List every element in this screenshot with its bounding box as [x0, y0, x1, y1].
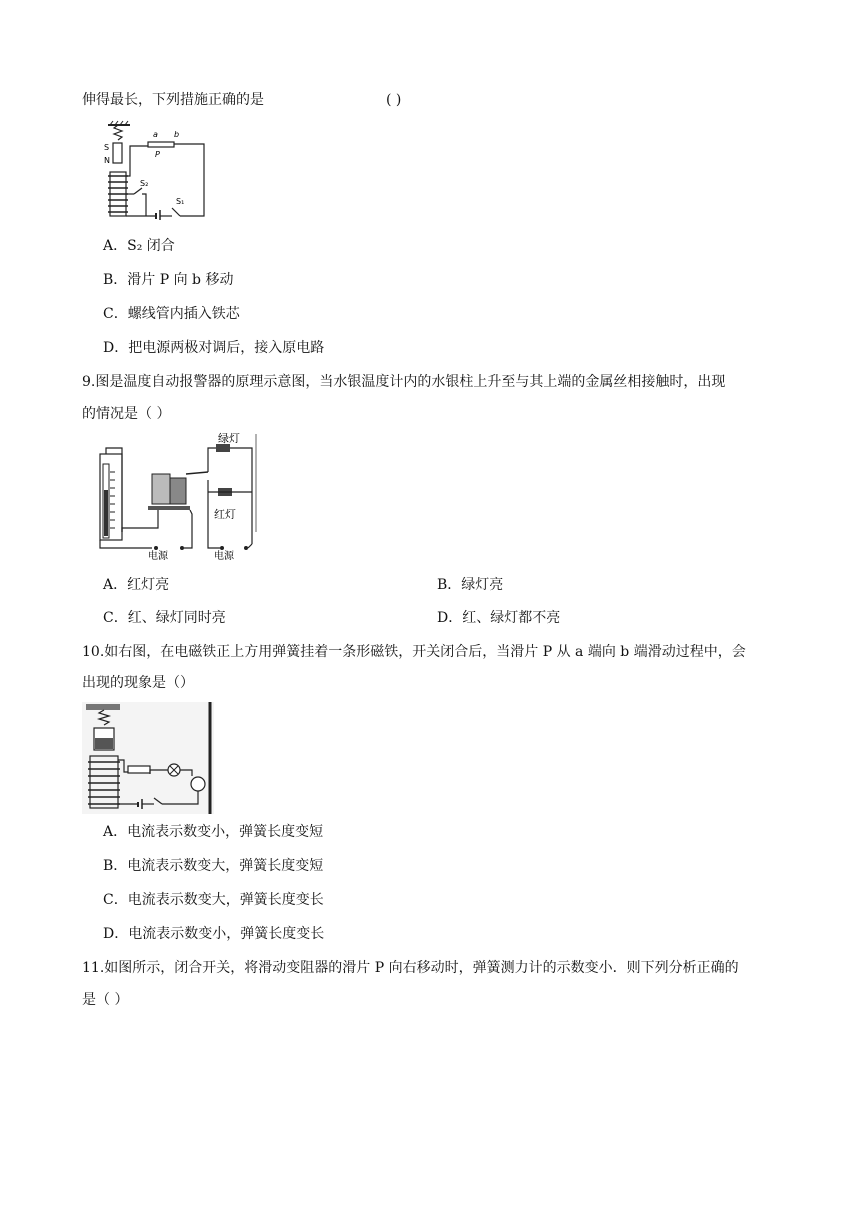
q10-option-d: D．电流表示数变小，弹簧长度变长 — [103, 926, 325, 942]
q10-option-c: C．电流表示数变大，弹簧长度变长 — [103, 892, 324, 908]
q10-stem-line2: 出现的现象是（） — [82, 675, 194, 691]
q10-option-a: A．电流表示数变小，弹簧长度变短 — [103, 824, 324, 840]
svg-text:S₁: S₁ — [176, 197, 185, 206]
q9-alarm-diagram — [96, 432, 258, 560]
svg-text:a: a — [153, 130, 158, 139]
q8-option-b: B．滑片 P 向 b 移动 — [103, 272, 234, 288]
q9-option-a: A．红灯亮 — [103, 577, 170, 593]
q9-option-b: B．绿灯亮 — [437, 577, 504, 593]
svg-text:b: b — [174, 130, 180, 139]
svg-text:P: P — [155, 150, 160, 159]
svg-text:N: N — [104, 156, 110, 165]
q11-stem-line2: 是（ ） — [82, 992, 129, 1008]
q9-figure — [96, 432, 258, 560]
svg-text:红灯: 红灯 — [214, 508, 236, 521]
svg-text:S₂: S₂ — [140, 179, 149, 188]
svg-text:电源: 电源 — [214, 551, 234, 560]
q10-stem-line1: 10.如右图，在电磁铁正上方用弹簧挂着一条形磁铁，开关闭合后，当滑片 P 从 a 端向 b 端滑动过程中，会 — [82, 644, 746, 660]
q8-circuit-diagram — [100, 120, 212, 220]
q10-option-b: B．电流表示数变大，弹簧长度变短 — [103, 858, 324, 874]
q8-option-c: C．螺线管内插入铁芯 — [103, 306, 240, 322]
q8-answer-paren: ( ) — [386, 92, 402, 108]
q9-stem-line2: 的情况是（ ） — [82, 406, 171, 422]
svg-text:S: S — [104, 143, 110, 152]
q9-option-c: C．红、绿灯同时亮 — [103, 610, 226, 626]
svg-text:电源: 电源 — [148, 551, 168, 560]
q9-stem-line1: 9.图是温度自动报警器的原理示意图，当水银温度计内的水银柱上升至与其上端的金属丝相接触时，出现 — [82, 374, 726, 390]
q9-option-d: D．红、绿灯都不亮 — [437, 610, 561, 626]
q11-stem-line1: 11.如图所示，闭合开关，将滑动变阻器的滑片 P 向右移动时，弹簧测力计的示数变小．则下列分析正确的 — [82, 960, 739, 976]
q8-figure — [100, 120, 212, 220]
q8-option-d: D．把电源两极对调后，接入原电路 — [103, 340, 325, 356]
q8-option-a: A．S₂ 闭合 — [103, 238, 175, 254]
q10-figure — [82, 702, 214, 814]
q8-stem-tail: 伸得最长，下列措施正确的是 — [82, 92, 264, 108]
svg-text:绿灯: 绿灯 — [218, 432, 240, 445]
q10-electromagnet-diagram — [82, 702, 214, 814]
